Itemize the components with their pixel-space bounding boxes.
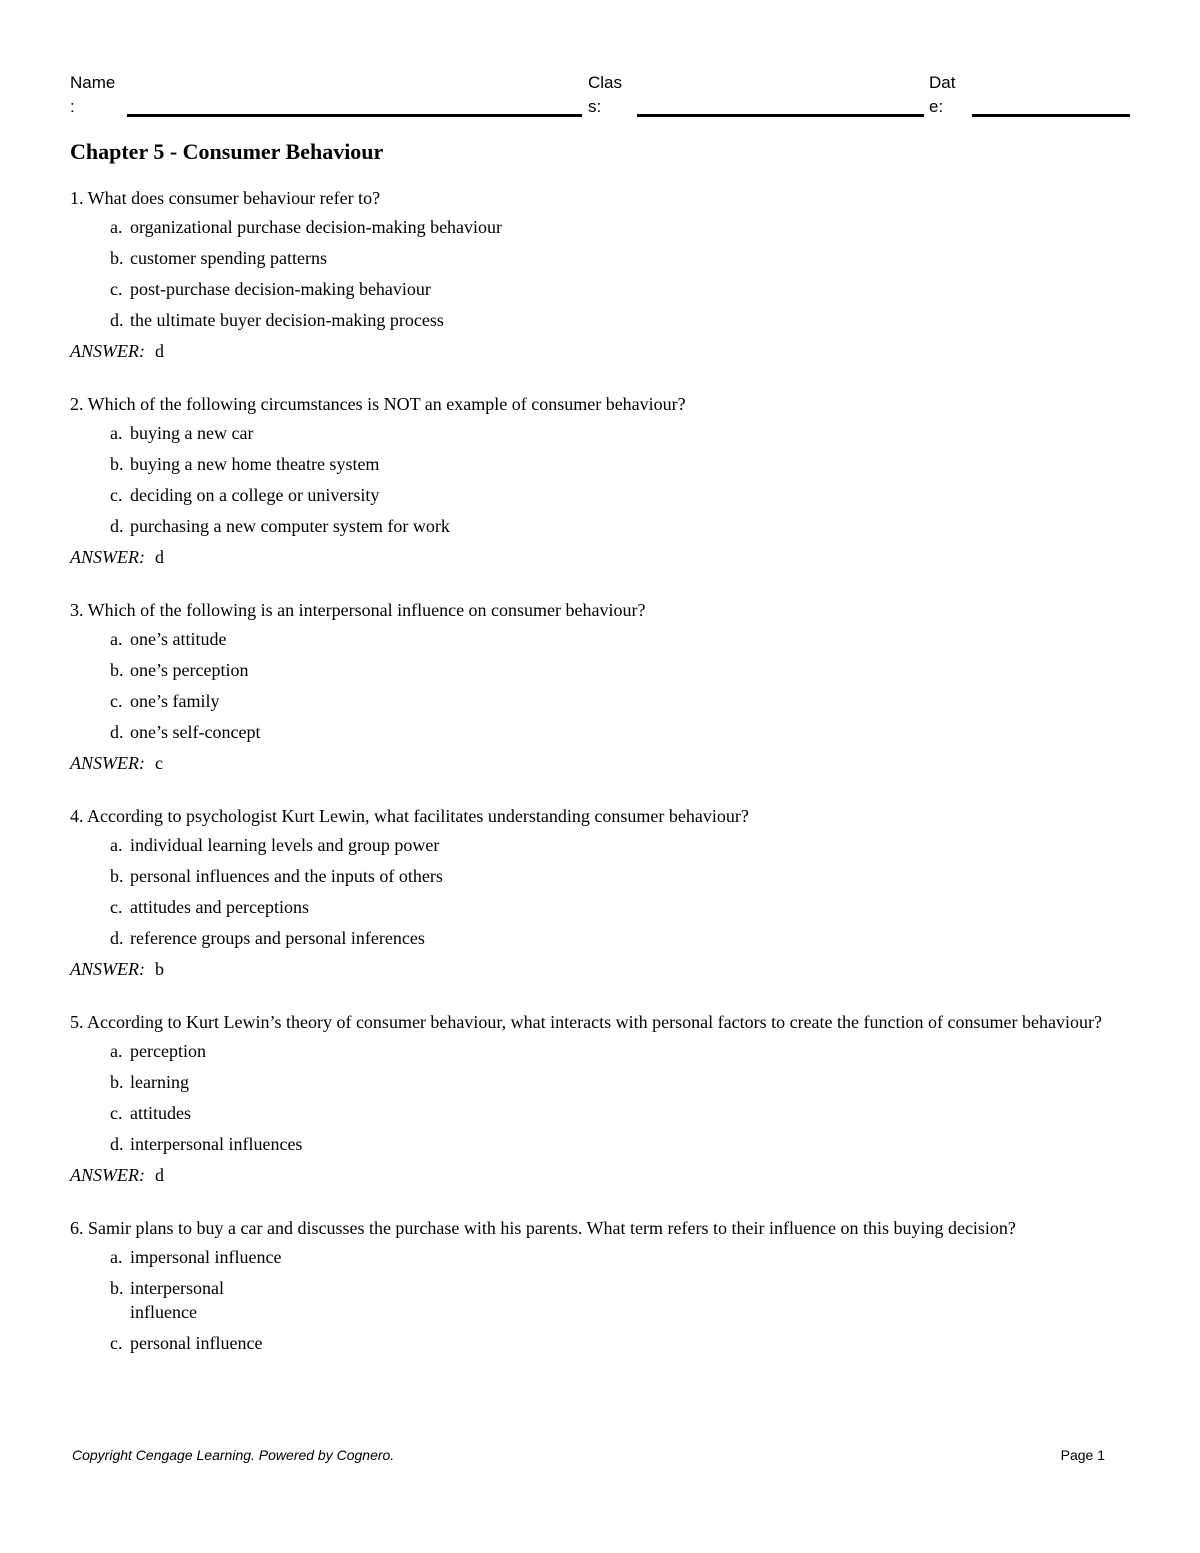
option-letter: d. bbox=[110, 1134, 124, 1154]
answer-value: d bbox=[154, 1165, 164, 1185]
option-a bbox=[110, 833, 1130, 857]
option-text: post-purchase decision-making behaviour bbox=[130, 279, 431, 299]
class-label-suffix: s: bbox=[588, 97, 602, 116]
option-text: one’s family bbox=[130, 691, 220, 711]
answer-label: ANSWER: bbox=[70, 341, 145, 361]
option-text: one’s attitude bbox=[130, 629, 227, 649]
question-5 bbox=[70, 1010, 1130, 1187]
question-text: 3. Which of the following is an interpersonal influence on consumer behaviour? bbox=[70, 600, 646, 620]
option-text: perception bbox=[130, 1041, 206, 1061]
option-c bbox=[110, 1331, 1130, 1355]
option-letter: d. bbox=[110, 928, 124, 948]
answer-label: ANSWER: bbox=[70, 753, 145, 773]
name-label-colon: : bbox=[70, 97, 75, 116]
class-label: Clas bbox=[588, 73, 623, 92]
option-list bbox=[70, 1245, 1130, 1355]
option-text: attitudes and perceptions bbox=[130, 897, 309, 917]
option-text: impersonal influence bbox=[130, 1247, 282, 1267]
option-a bbox=[110, 215, 1130, 239]
option-list bbox=[70, 215, 1130, 332]
option-text: buying a new home theatre system bbox=[130, 454, 380, 474]
option-c bbox=[110, 895, 1130, 919]
answer-label: ANSWER: bbox=[70, 547, 145, 567]
option-text: purchasing a new computer system for work bbox=[130, 516, 450, 536]
date-label: Dat bbox=[929, 73, 956, 92]
option-text: one’s self-concept bbox=[130, 722, 261, 742]
option-letter: c. bbox=[110, 1333, 123, 1353]
answer-line bbox=[70, 1163, 1130, 1187]
option-letter: a. bbox=[110, 217, 123, 237]
page-title: Chapter 5 - Consumer Behaviour bbox=[70, 139, 384, 164]
option-text: attitudes bbox=[130, 1103, 191, 1123]
option-b bbox=[110, 1276, 1130, 1324]
option-d bbox=[110, 514, 1130, 538]
option-text: deciding on a college or university bbox=[130, 485, 380, 505]
option-letter: c. bbox=[110, 485, 123, 505]
option-b bbox=[110, 1070, 1130, 1094]
option-text: individual learning levels and group power bbox=[130, 835, 440, 855]
date-label-suffix: e: bbox=[929, 97, 944, 116]
question-text: 6. Samir plans to buy a car and discusses the purchase with his parents. What term refers to their influence on this buying decision? bbox=[70, 1218, 1016, 1238]
option-text: interpersonal influences bbox=[130, 1134, 303, 1154]
option-c bbox=[110, 277, 1130, 301]
option-text: reference groups and personal inferences bbox=[130, 928, 425, 948]
option-a bbox=[110, 1039, 1130, 1063]
option-letter: c. bbox=[110, 279, 123, 299]
option-letter: d. bbox=[110, 310, 124, 330]
question-3 bbox=[70, 598, 1130, 775]
option-a bbox=[110, 1245, 1130, 1269]
option-list bbox=[70, 833, 1130, 950]
question-1 bbox=[70, 186, 1130, 363]
copyright-footer: Copyright Cengage Learning. Powered by Cognero. bbox=[72, 1447, 395, 1463]
option-letter: a. bbox=[110, 629, 123, 649]
option-letter: c. bbox=[110, 897, 123, 917]
option-letter: a. bbox=[110, 1041, 123, 1061]
option-list bbox=[70, 1039, 1130, 1156]
question-text: 1. What does consumer behaviour refer to? bbox=[70, 188, 381, 208]
option-letter: b. bbox=[110, 866, 124, 886]
class-field-line[interactable] bbox=[637, 114, 924, 117]
option-letter: a. bbox=[110, 1247, 123, 1267]
option-letter: c. bbox=[110, 691, 123, 711]
option-b bbox=[110, 658, 1130, 682]
answer-value: d bbox=[154, 341, 164, 361]
option-a bbox=[110, 627, 1130, 651]
option-c bbox=[110, 483, 1130, 507]
option-letter: a. bbox=[110, 835, 123, 855]
answer-label: ANSWER: bbox=[70, 1165, 145, 1185]
question-2 bbox=[70, 392, 1130, 569]
option-text: one’s perception bbox=[130, 660, 249, 680]
option-text: customer spending patterns bbox=[130, 248, 327, 268]
answer-line bbox=[70, 545, 1130, 569]
answer-value: b bbox=[154, 959, 164, 979]
option-a bbox=[110, 421, 1130, 445]
option-text: learning bbox=[130, 1072, 189, 1092]
option-c bbox=[110, 1101, 1130, 1125]
question-4 bbox=[70, 804, 1130, 981]
question-text: 2. Which of the following circumstances is NOT an example of consumer behaviour? bbox=[70, 394, 686, 414]
answer-line bbox=[70, 339, 1130, 363]
answer-value: d bbox=[154, 547, 164, 567]
option-letter: d. bbox=[110, 516, 124, 536]
page-number: Page 1 bbox=[1060, 1447, 1105, 1463]
option-text: interpersonal influence bbox=[130, 1278, 224, 1322]
answer-label: ANSWER: bbox=[70, 959, 145, 979]
date-field-line[interactable] bbox=[972, 114, 1130, 117]
option-letter: b. bbox=[110, 1072, 124, 1092]
option-d bbox=[110, 926, 1130, 950]
option-letter: b. bbox=[110, 660, 124, 680]
question-text: 4. According to psychologist Kurt Lewin, what facilitates understanding consumer behaviour? bbox=[70, 806, 749, 826]
question-list bbox=[70, 186, 1130, 1384]
answer-value: c bbox=[154, 753, 163, 773]
option-d bbox=[110, 720, 1130, 744]
name-label: Name bbox=[70, 73, 116, 92]
option-text: organizational purchase decision-making behaviour bbox=[130, 217, 503, 237]
option-d bbox=[110, 1132, 1130, 1156]
option-text: personal influence bbox=[130, 1333, 263, 1353]
option-letter: c. bbox=[110, 1103, 123, 1123]
option-b bbox=[110, 246, 1130, 270]
option-b bbox=[110, 452, 1130, 476]
option-d bbox=[110, 308, 1130, 332]
option-letter: a. bbox=[110, 423, 123, 443]
question-text: 5. According to Kurt Lewin’s theory of consumer behaviour, what interacts with personal factors to create the function of consumer behaviour? bbox=[70, 1012, 1102, 1032]
option-list bbox=[70, 421, 1130, 538]
option-letter: b. bbox=[110, 248, 124, 268]
option-list bbox=[70, 627, 1130, 744]
answer-line bbox=[70, 751, 1130, 775]
option-b bbox=[110, 864, 1130, 888]
option-letter: b. bbox=[110, 454, 124, 474]
answer-line bbox=[70, 957, 1130, 981]
option-letter: d. bbox=[110, 722, 124, 742]
option-letter: b. bbox=[110, 1278, 124, 1298]
option-text: buying a new car bbox=[130, 423, 254, 443]
option-c bbox=[110, 689, 1130, 713]
option-text: personal influences and the inputs of others bbox=[130, 866, 443, 886]
option-text: the ultimate buyer decision-making process bbox=[130, 310, 444, 330]
name-field-line[interactable] bbox=[127, 114, 582, 117]
question-6 bbox=[70, 1216, 1130, 1355]
